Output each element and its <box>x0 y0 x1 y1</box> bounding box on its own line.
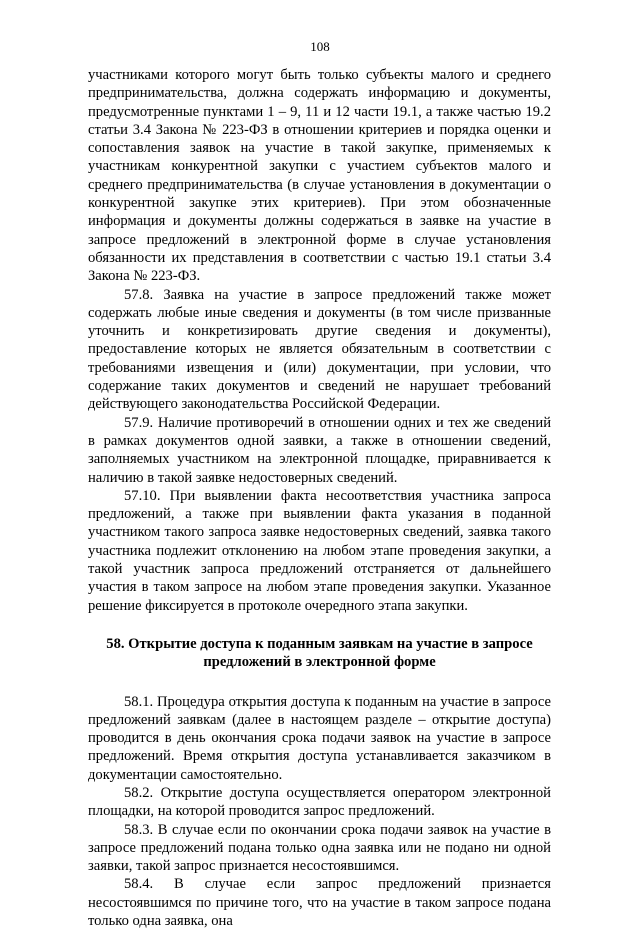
paragraph-57-9: 57.9. Наличие противоречий в отношении одних и тех же сведений в рамках документов одной заявки, а также в отношении сведений, заполняемых участником на электронной площадке, приравнивается к наличию в такой заявке недостоверных сведений. <box>88 414 551 486</box>
section-heading-line-2: предложений в электронной форме <box>203 654 436 671</box>
paragraph-continuation: участниками которого могут быть только субъекты малого и среднего предпринимательства, должна содержать информацию и документы, предусмотренные пунктами 1 – 9, 11 и 12 части 19.1, а также частью 19.2 статьи 3.4 Закона № 223-ФЗ в отношении критериев и порядка оценки и сопоставления заявок на участие в такой закупке, применяемых к участникам конкурентной закупки с участием субъектов малого и среднего предпринимательства (в случае установления в документации о конкурентной закупке этих критериев). При этом обозначенные информация и документы должны содержаться в заявке на участие в запросе предложений в электронной форме в случае установления обязанности их представления в соответствии с частью 19.1 статьи 3.4 Закона № 223-ФЗ. <box>88 67 551 285</box>
paragraph-58-1: 58.1. Процедура открытия доступа к поданным на участие в запросе предложений заявкам (далее в настоящем разделе – открытие доступа) проводится в день окончания срока подачи заявок на участие в запросе предложений. Время открытия доступа устанавливается заказчиком в документации самостоятельно. <box>88 693 551 783</box>
page-number: 108 <box>310 39 330 54</box>
document-body <box>88 66 551 930</box>
section-heading <box>88 635 551 672</box>
paragraph-57-8: 57.8. Заявка на участие в запросе предложений также может содержать любые иные сведения и документы (в том числе призванные уточнить и конкретизировать другие сведения и документы), предоставление которых не является обязательным в соответствии с требованиями извещения и (или) документации, при условии, что содержание таких документов и сведений не нарушает требований действующего законодательства Российской Федерации. <box>88 286 551 413</box>
paragraph-57-10: 57.10. При выявлении факта несоответствия участника запроса предложений, а также при выявлении факта указания в поданной участником такого запроса заявке недостоверных сведений, заявка такого участника подлежит отклонению на любом этапе проведения закупки, а такой участник запроса предложений отстраняется от дальнейшего участия в таком запросе на любом этапе проведения закупки. Указанное решение фиксируется в протоколе очередного этапа закупки. <box>88 487 551 614</box>
section-heading-line-1: 58. Открытие доступа к поданным заявкам на участие в запросе <box>106 635 533 652</box>
paragraph-58-2: 58.2. Открытие доступа осуществляется оператором электронной площадки, на которой проводится запрос предложений. <box>88 784 551 820</box>
paragraph-58-3: 58.3. В случае если по окончании срока подачи заявок на участие в запросе предложений подана только одна заявка или не подано ни одной заявки, такой запрос признается несостоявшимся. <box>88 821 551 875</box>
paragraph-58-4: 58.4. В случае если запрос предложений признается несостоявшимся по причине того, что на участие в таком запросе подана только одна заявка, она <box>88 876 551 930</box>
